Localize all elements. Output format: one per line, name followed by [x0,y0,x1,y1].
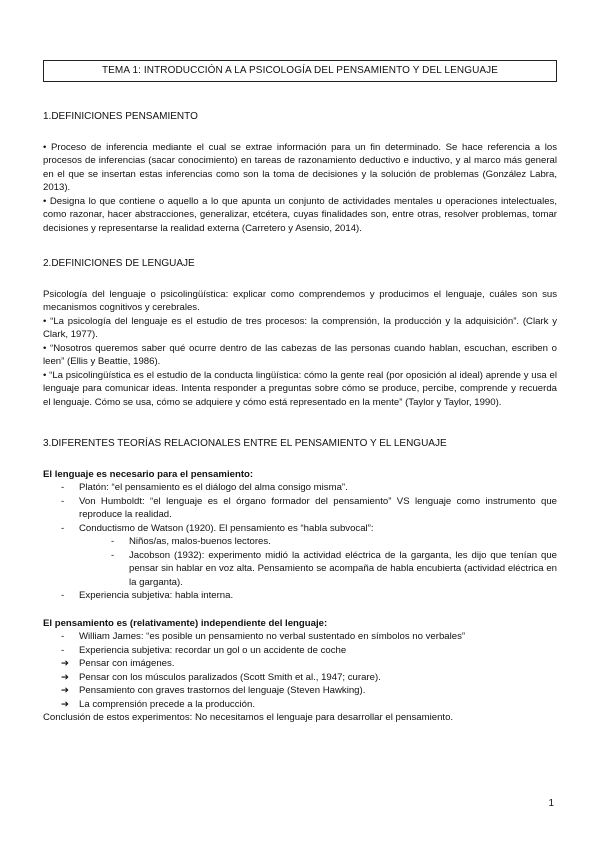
page-number: 1 [548,798,554,809]
list-item: - Platón: “el pensamiento es el diálogo del alma consigo misma”. [61,482,348,493]
dash-marker: - [61,495,65,507]
list-item: - Experiencia subjetiva: habla interna. [61,590,234,601]
dash-marker: - [61,644,65,656]
dash-marker: - [61,590,65,601]
arrow-icon: ➔ [61,685,70,696]
dash-marker: - [61,522,65,534]
list-item: - William James: “es posible un pensamiento no verbal sustentado en símbolos no verbales” [61,631,466,642]
dash-marker: - [61,482,65,493]
list [43,481,557,603]
conclusion: Conclusión de estos experimentos: No necesitamos el lenguaje para desarrollar el pensamiento. [43,712,454,723]
dash-marker: - [111,549,115,561]
section-heading-lenguaje: 2.DEFINICIONES DE LENGUAJE [43,258,195,269]
paragraph: • Designa lo que contiene o aquello a lo que apunta un conjunto de actividades mentales u operaciones intelectuales, como razonar, hacer abstracciones, generalizar, etcétera, cuyas finalidades son, entre otras, resolver problemas, tomar decisiones y representarse la realidad externa (Carretero y Asensio, 2014). [43,195,557,234]
paragraph: • “Nosotros queremos saber qué ocurre dentro de las cabezas de las personas cuando hablan, escuchan, escriben o leen” (Ellis y Beattie, 1986). [43,342,557,367]
list-item: ➔ La comprensión precede a la producción. [61,698,255,710]
paragraph: • “La psicolingüística es el estudio de la conducta lingüística: cómo la gente real (por oposición al ideal) aprende y usa el lenguaje para comunicar ideas. Intenta responder a preguntas sobre cómo se produce, percibe, comprende y recuerda el lenguaje. Cómo se usa, cómo se adquiere y cómo está representado en la mente” (Taylor y Taylor, 1990). [43,369,557,408]
page-title: TEMA 1: INTRODUCCIÓN A LA PSICOLOGÍA DEL PENSAMIENTO Y DEL LENGUAJE [43,60,557,82]
arrow-icon: ➔ [61,658,70,669]
list-item: ➔ Pensamiento con graves trastornos del lenguaje (Steven Hawking). [61,685,366,696]
paragraph: Psicología del lenguaje o psicolingüística: explicar como comprendemos y producimos el lenguaje, cuáles son sus mecanismos cognitivos y cerebrales. [43,288,557,313]
arrow-icon: ➔ [61,698,70,710]
subheading: El lenguaje es necesario para el pensamiento: [43,468,254,480]
dash-marker: - [61,631,65,642]
list-item: - Experiencia subjetiva: recordar un gol o un accidente de coche [61,644,347,656]
paragraph: • “La psicología del lenguaje es el estudio de tres procesos: la comprensión, la producción y la adquisición”. (Clark y Clark, 1977). [43,315,557,340]
list-item: - Von Humboldt: “el lenguaje es el órgano formador del pensamiento” VS lenguaje como instrumento que reproduce la realidad. [61,495,557,520]
list-item: ➔ Pensar con imágenes. [61,658,175,669]
section-heading-teorias: 3.DIFERENTES TEORÍAS RELACIONALES ENTRE EL PENSAMIENTO Y EL LENGUAJE [43,438,447,449]
list [43,630,557,711]
paragraph: • Proceso de inferencia mediante el cual se extrae información para un fin determinado. Se hace referencia a los procesos de inferencias (sacar conocimiento) en tareas de razonamiento deductivo e inductivo, y al marco más general en el que se insertan estas inferencias como son la toma de decisiones y la solución de problemas (González Labra, 2013). [43,141,557,193]
dash-marker: - [111,536,115,547]
list-item: - Conductismo de Watson (1920). El pensamiento es “habla subvocal”: [61,522,374,534]
list-item: - Jacobson (1932): experimento midió la actividad eléctrica de la garganta, les dijo que tenían que pensar sin hablar en voz alta. Pensamiento se acompaña de habla encubierta (actividad eléctrica en la garganta). [111,549,557,588]
arrow-icon: ➔ [61,671,70,683]
section-heading-pensamiento: 1.DEFINICIONES PENSAMIENTO [43,111,198,122]
list-item: ➔ Pensar con los músculos paralizados (Scott Smith et al., 1947; curare). [61,671,381,683]
document-page [43,60,557,725]
subheading: El pensamiento es (relativamente) independiente del lenguaje: [43,617,328,629]
list-item: - Niños/as, malos-buenos lectores. [111,536,271,547]
